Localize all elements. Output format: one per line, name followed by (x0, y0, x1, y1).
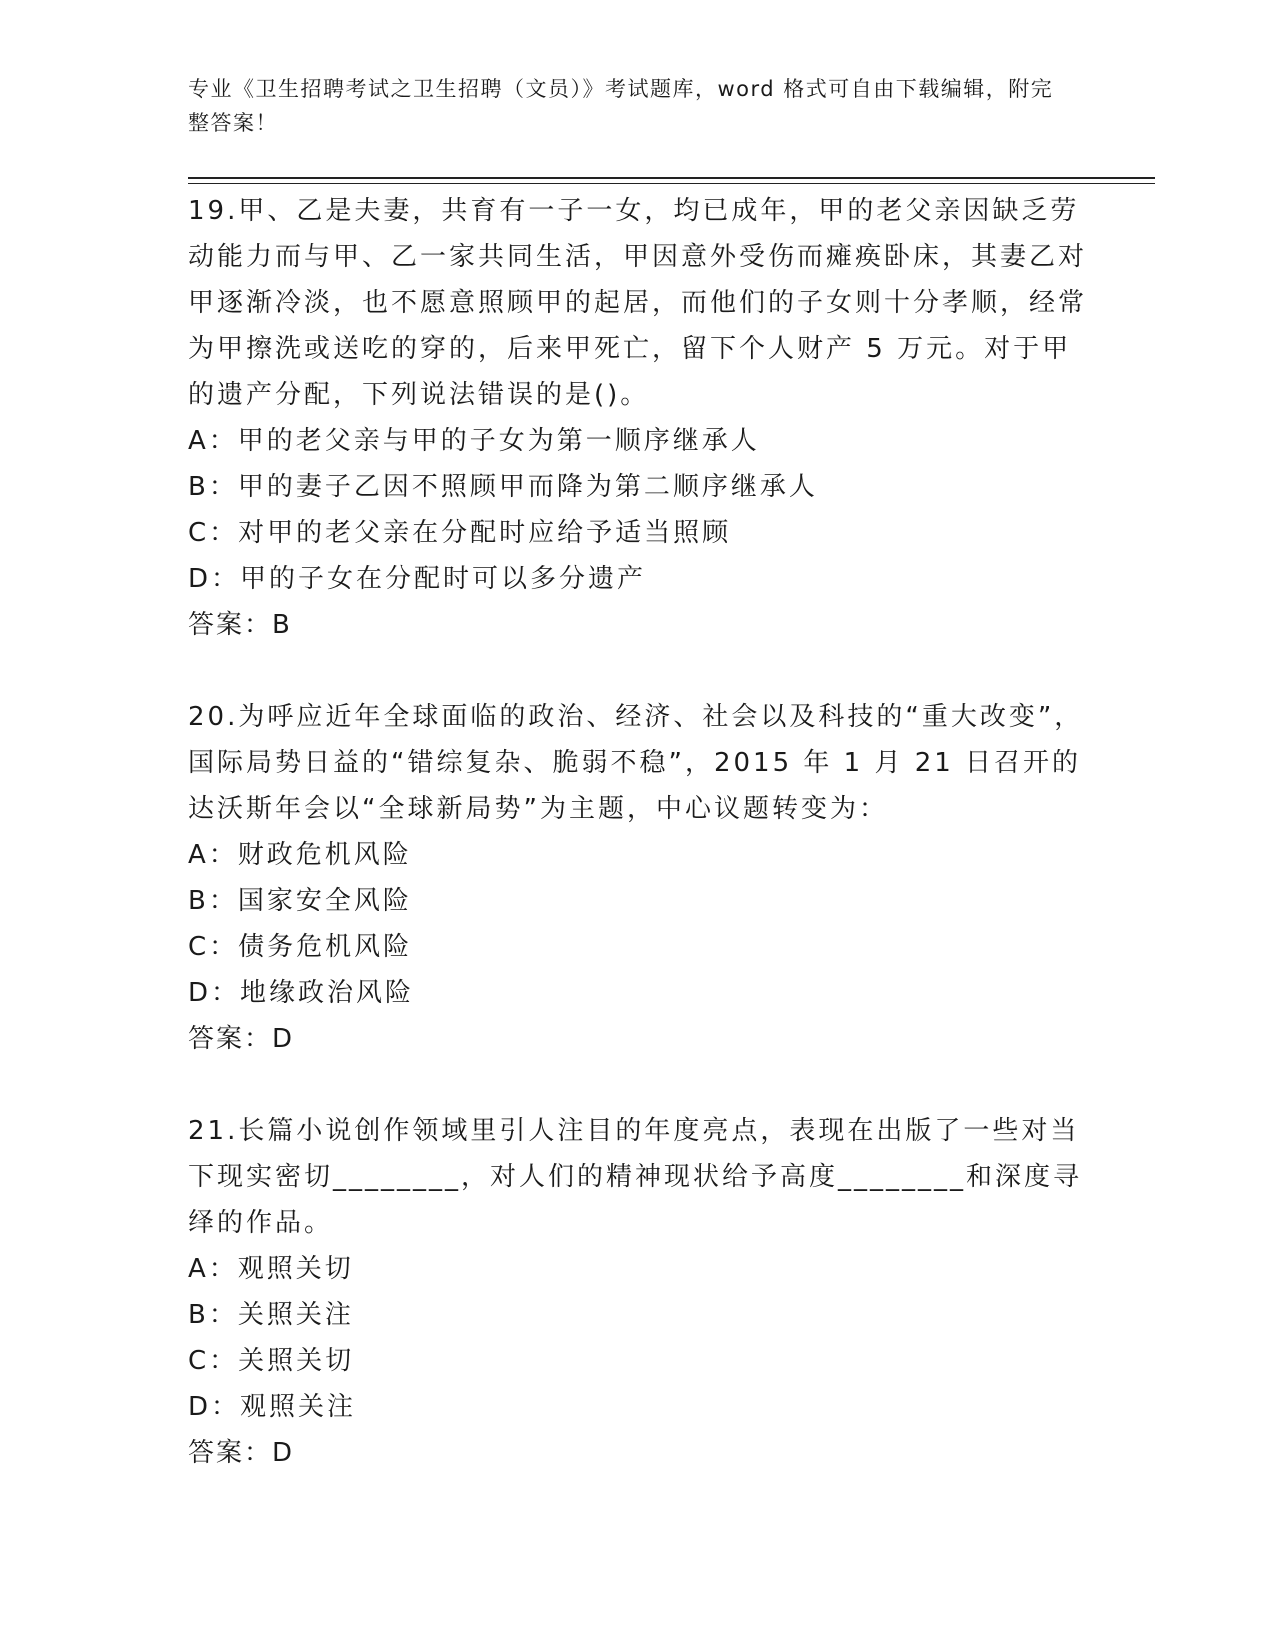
option-b: B：甲的妻子乙因不照顾甲而降为第二顺序继承人 (188, 472, 818, 502)
question-20 (188, 694, 1088, 1062)
question-stem: 20.为呼应近年全球面临的政治、经济、社会以及科技的“重大改变”，国际局势日益的“错综复杂、脆弱不稳”，2015 年 1 月 21 日召开的达沃斯年会以“全球新局势”为主题，中心议题转变为： (188, 702, 1084, 824)
answer-line: 答案：D (188, 1438, 295, 1468)
option-d: D：观照关注 (188, 1392, 357, 1422)
question-19 (188, 188, 1088, 648)
option-b: B：国家安全风险 (188, 886, 412, 916)
option-d: D：甲的子女在分配时可以多分遗产 (188, 564, 647, 594)
option-a: A：财政危机风险 (188, 840, 412, 870)
option-c: C：对甲的老父亲在分配时应给予适当照顾 (188, 518, 732, 548)
question-stem: 21.长篇小说创作领域里引人注目的年度亮点，表现在出版了一些对当下现实密切________，对人们的精神现状给予高度________和深度寻绎的作品。 (188, 1116, 1083, 1238)
option-a: A：甲的老父亲与甲的子女为第一顺序继承人 (188, 426, 760, 456)
question-21 (188, 1108, 1088, 1476)
answer-line: 答案：B (188, 610, 292, 640)
question-stem: 19.甲、乙是夫妻，共育有一子一女，均已成年，甲的老父亲因缺乏劳动能力而与甲、乙一家共同生活，甲因意外受伤而瘫痪卧床，其妻乙对甲逐渐冷淡，也不愿意照顾甲的起居，而他们的子女则十分孝顺，经常为甲擦洗或送吃的穿的，后来甲死亡，留下个人财产 5 万元。对于甲的遗产分配，下列说法错误的是()。 (188, 196, 1088, 410)
option-a: A：观照关切 (188, 1254, 354, 1284)
question-list (188, 188, 1088, 1522)
option-c: C：债务危机风险 (188, 932, 413, 962)
option-d: D：地缘政治风险 (188, 978, 415, 1008)
header-divider (188, 177, 1155, 179)
header-divider-thin (188, 183, 1155, 184)
page-header: 专业《卫生招聘考试之卫生招聘（文员）》考试题库，word 格式可自由下载编辑，附完整答案！ (188, 77, 1054, 135)
option-b: B：关照关注 (188, 1300, 354, 1330)
answer-line: 答案：D (188, 1024, 295, 1054)
option-c: C：关照关切 (188, 1346, 355, 1376)
